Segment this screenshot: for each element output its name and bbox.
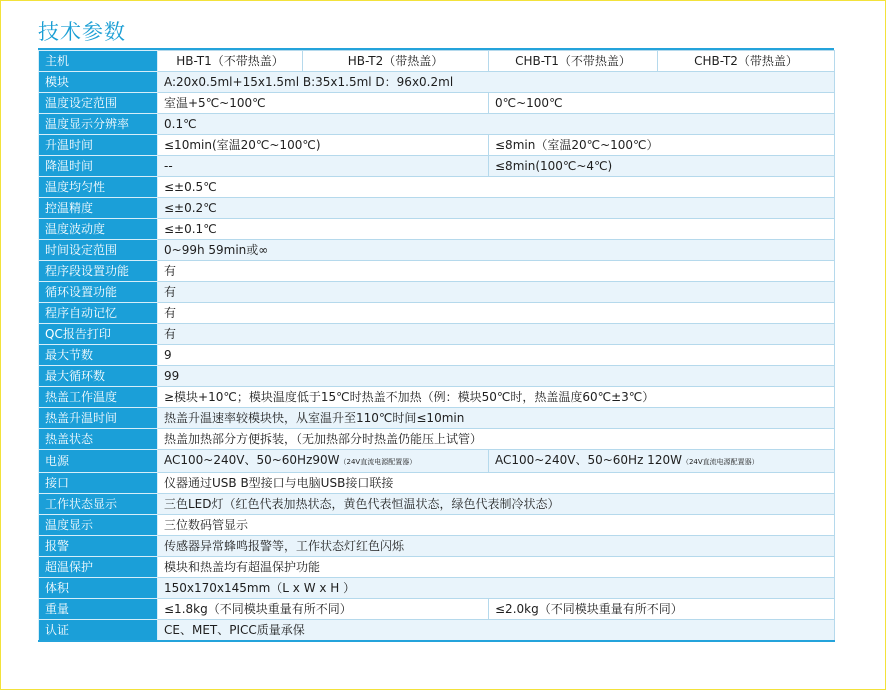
table-row xyxy=(39,473,835,494)
table-row xyxy=(39,324,835,345)
power-spec-hb: AC100~240V、50~60Hz90W xyxy=(164,453,340,467)
row-value: CE、MET、PICC质量承保 xyxy=(158,620,835,642)
row-value-hb: -- xyxy=(158,156,489,177)
row-value: 有 xyxy=(158,282,835,303)
row-value-chb: ≤8min（室温20℃~100℃） xyxy=(489,135,835,156)
row-label: 温度波动度 xyxy=(39,219,158,240)
row-value-chb: ≤8min(100℃~4℃) xyxy=(489,156,835,177)
row-value: A:20x0.5ml+15x1.5ml B:35x1.5ml D：96x0.2ml xyxy=(158,72,835,93)
row-value: 仪器通过USB B型接口与电脑USB接口联接 xyxy=(158,473,835,494)
row-label: 认证 xyxy=(39,620,158,642)
row-label: 工作状态显示 xyxy=(39,494,158,515)
row-label: 温度显示 xyxy=(39,515,158,536)
table-row xyxy=(39,450,835,473)
row-value-hb: ≤10min(室温20℃~100℃) xyxy=(158,135,489,156)
row-value: 热盖升温速率较模块快，从室温升至110℃时间≤10min xyxy=(158,408,835,429)
row-label: 最大节数 xyxy=(39,345,158,366)
spec-table xyxy=(38,50,835,642)
row-value: 0~99h 59min或∞ xyxy=(158,240,835,261)
row-value: ≥模块+10℃；模块温度低于15℃时热盖不加热（例：模块50℃时，热盖温度60℃±3℃） xyxy=(158,387,835,408)
table-row xyxy=(39,51,835,72)
row-label: 重量 xyxy=(39,599,158,620)
power-spec-chb: AC100~240V、50~60Hz 120W xyxy=(495,453,682,467)
model-hb-t2: HB-T2（带热盖） xyxy=(303,51,489,72)
row-label: 电源 xyxy=(39,450,158,473)
row-value: 有 xyxy=(158,261,835,282)
row-label: 体积 xyxy=(39,578,158,599)
table-row xyxy=(39,219,835,240)
row-label: 温度均匀性 xyxy=(39,177,158,198)
row-label: 时间设定范围 xyxy=(39,240,158,261)
row-value-hb xyxy=(158,450,489,473)
table-row xyxy=(39,198,835,219)
row-value-hb: 室温+5℃~100℃ xyxy=(158,93,489,114)
row-label: QC报告打印 xyxy=(39,324,158,345)
row-label: 模块 xyxy=(39,72,158,93)
table-row xyxy=(39,135,835,156)
table-row xyxy=(39,366,835,387)
row-label: 温度显示分辨率 xyxy=(39,114,158,135)
table-row xyxy=(39,240,835,261)
row-label: 最大循环数 xyxy=(39,366,158,387)
table-row xyxy=(39,156,835,177)
row-label: 接口 xyxy=(39,473,158,494)
row-value: 99 xyxy=(158,366,835,387)
row-label: 控温精度 xyxy=(39,198,158,219)
table-row xyxy=(39,261,835,282)
row-value-hb: ≤1.8kg（不同模块重量有所不同） xyxy=(158,599,489,620)
table-row xyxy=(39,345,835,366)
row-label: 热盖升温时间 xyxy=(39,408,158,429)
row-value: 有 xyxy=(158,324,835,345)
model-chb-t2: CHB-T2（带热盖） xyxy=(658,51,835,72)
row-value: ≤±0.5℃ xyxy=(158,177,835,198)
model-chb-t1: CHB-T1（不带热盖） xyxy=(489,51,658,72)
row-label: 报警 xyxy=(39,536,158,557)
table-row xyxy=(39,303,835,324)
row-value: 有 xyxy=(158,303,835,324)
row-label: 主机 xyxy=(39,51,158,72)
row-value-chb xyxy=(489,450,835,473)
page-title: 技术参数 xyxy=(38,20,126,44)
row-label: 热盖状态 xyxy=(39,429,158,450)
table-row xyxy=(39,578,835,599)
row-label: 温度设定范围 xyxy=(39,93,158,114)
table-row xyxy=(39,72,835,93)
model-hb-t1: HB-T1（不带热盖） xyxy=(158,51,303,72)
table-row xyxy=(39,114,835,135)
row-value: 三位数码管显示 xyxy=(158,515,835,536)
row-label: 降温时间 xyxy=(39,156,158,177)
table-row xyxy=(39,494,835,515)
table-row xyxy=(39,408,835,429)
table-row xyxy=(39,429,835,450)
row-label: 热盖工作温度 xyxy=(39,387,158,408)
table-row xyxy=(39,177,835,198)
table-row xyxy=(39,387,835,408)
row-value: 模块和热盖均有超温保护功能 xyxy=(158,557,835,578)
row-value: ≤±0.2℃ xyxy=(158,198,835,219)
table-row xyxy=(39,282,835,303)
row-label: 程序自动记忆 xyxy=(39,303,158,324)
row-label: 超温保护 xyxy=(39,557,158,578)
table-row xyxy=(39,93,835,114)
power-note-chb: （24V直流电源配置器） xyxy=(681,458,759,466)
table-row xyxy=(39,557,835,578)
table-row xyxy=(39,536,835,557)
row-value: ≤±0.1℃ xyxy=(158,219,835,240)
row-value: 热盖加热部分方便拆装，（无加热部分时热盖仍能压上试管） xyxy=(158,429,835,450)
row-value: 三色LED灯（红色代表加热状态，黄色代表恒温状态，绿色代表制冷状态） xyxy=(158,494,835,515)
row-label: 程序段设置功能 xyxy=(39,261,158,282)
row-label: 升温时间 xyxy=(39,135,158,156)
row-label: 循环设置功能 xyxy=(39,282,158,303)
row-value-chb: 0℃~100℃ xyxy=(489,93,835,114)
table-row xyxy=(39,620,835,642)
table-row xyxy=(39,599,835,620)
row-value: 0.1℃ xyxy=(158,114,835,135)
row-value: 传感器异常蜂鸣报警等，工作状态灯红色闪烁 xyxy=(158,536,835,557)
power-note-hb: （24V直流电源配置器） xyxy=(339,458,417,466)
row-value-chb: ≤2.0kg（不同模块重量有所不同） xyxy=(489,599,835,620)
row-value: 150x170x145mm（L x W x H ） xyxy=(158,578,835,599)
table-row xyxy=(39,515,835,536)
row-value: 9 xyxy=(158,345,835,366)
